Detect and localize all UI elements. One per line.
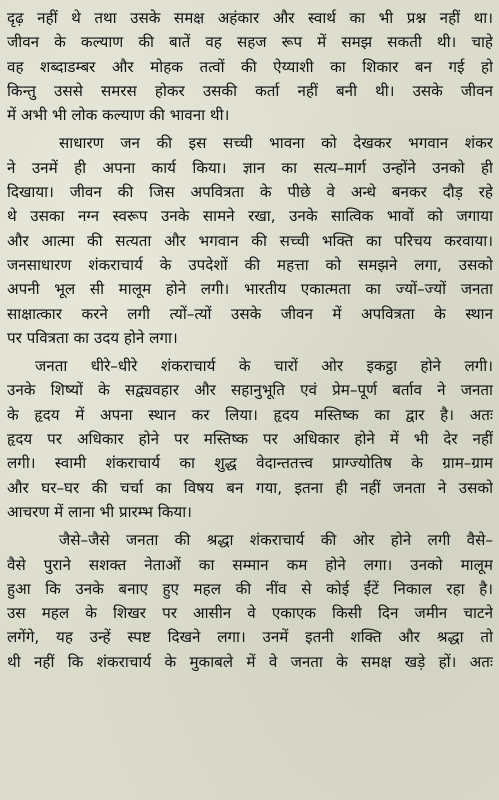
text-line: और घर–घर की चर्चा का विषय बन गया, इतना ही नहीं जनता ने उसको [7,478,493,497]
text-line: थी नहीं कि शंकराचार्य के मुकाबले में वे जनता के समक्ष खड़े हों। अतः [7,652,493,671]
text-line: दृढ़ नहीं थे तथा उसके समक्ष अहंकार और स्वार्थ का भी प्रश्न नहीं था। [7,9,493,27]
text-line: पर पवित्रता का उदय होने लगा। [7,328,178,347]
text-line: ने उनमें ही अपना कार्य किया। ज्ञान का सत्य–मार्ग उन्होंने उनको ही [7,158,493,177]
text-line: साधारण जन की इस सच्ची भावना को देखकर भगवान शंकर [59,134,493,153]
paragraph-3 [7,354,493,524]
text-line: हृदय पर अधिकार होने पर मस्तिष्क पर अधिकार होने में भी देर नहीं [7,430,493,449]
paragraph-4 [7,528,493,674]
text-line: के हृदय में अपना स्थान कर लिया। हृदय मस्तिष्क का द्वार है। अतः [7,405,493,424]
text-line: थे उसका नग्न स्वरूप उनके सामने रखा, उनके सात्विक भावों को जगाया [7,207,493,226]
text-line: हुआ कि उनके बनाए हुए महल की नींव से कोई ईंटें निकाल रहा है। [7,579,493,598]
text-line: लगी। स्वामी शंकराचार्य का शुद्ध वेदान्ततत्त्व प्राग्ज्योतिष के ग्राम–ग्राम [7,454,493,473]
paragraph-1 [7,6,493,127]
text-line: अपनी भूल सी मालूम होने लगी। भारतीय एकात्मता का ज्यों–ज्यों जनता [7,280,493,299]
paragraph-2 [7,131,493,350]
text-line: जनता धीरे–धीरे शंकराचार्य के चारों ओर इकट्ठा होने लगी। [35,357,493,376]
text-line: लगेंगे, यह उन्हें स्पष्ट दिखने लगा। उनमें इतनी शक्ति और श्रद्धा तो [7,628,493,647]
text-line: उनके शिष्यों के सद्व्यवहार और सहानुभूति एवं प्रेम–पूर्ण बर्ताव ने जनता [7,381,493,400]
text-line: दिखाया। जीवन की जिस अपवित्रता के पीछे वे अन्धे बनकर दौड़ रहे [7,183,493,202]
text-line: जीवन के कल्याण की बातें वह सहज रूप में समझ सकती थी। चाहे [7,33,493,52]
text-line: और आत्मा की सत्यता और भगवान की सच्ची भक्ति का परिचय करवाया। [7,231,493,250]
text-line: वह शब्दाडम्बर और मोहक तत्वों की ऐय्याशी का शिकार बन गई हो [7,57,493,76]
text-line: आचरण में लाना भी प्रारम्भ किया। [7,502,192,521]
text-line: साक्षात्कार करने लगी त्यों–त्यों उसके जीवन में अपवित्रता के स्थान [7,304,493,323]
text-line: वैसे पुराने सशक्त नेताओं का सम्मान कम होने लगा। उनको मालूम [7,555,493,574]
text-line: उस महल के शिखर पर आसीन वे एकाएक किसी दिन जमीन चाटने [7,604,493,623]
text-line: जनसाधारण शंकराचार्य के उपदेशों की महत्ता को समझने लगा, उसको [7,255,493,274]
text-line: जैसे–जैसे जनता की श्रद्धा शंकराचार्य की ओर होने लगी वैसे– [59,531,493,550]
text-line: में अभी भी लोक कल्याण की भावना थी। [7,106,230,125]
text-line: किन्तु उससे समरस होकर उसकी कर्ता नहीं बनी थी। उसके जीवन [7,81,493,100]
